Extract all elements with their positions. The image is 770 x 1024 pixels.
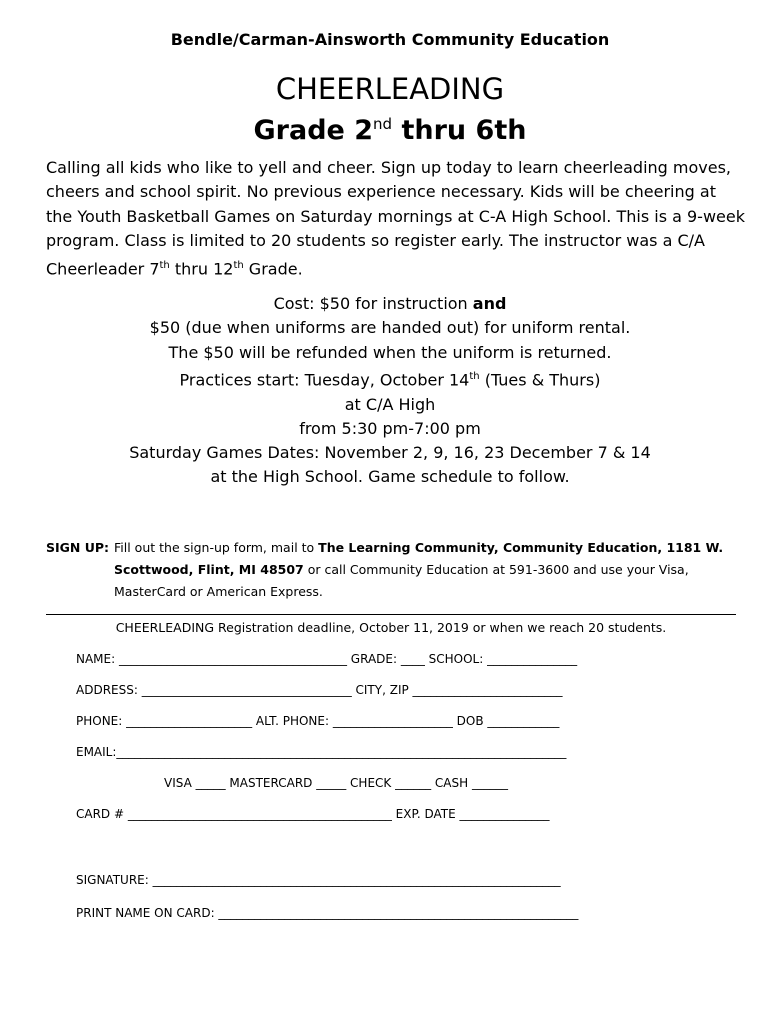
signup-text-a: Fill out the sign-up form, mail to (114, 540, 319, 555)
registration-deadline: CHEERLEADING Registration deadline, October 11, 2019 or when we reach 20 students. (115, 620, 667, 635)
form-row-name[interactable]: NAME: ______________________________________ GRADE: ____ SCHOOL: _______________ (76, 652, 578, 666)
signup-label: SIGN UP: (46, 540, 110, 555)
form-row-email[interactable]: EMAIL:___________________________________________________________________________ (76, 745, 567, 759)
mailing-address: The Learning Community, Community Education, 1181 W. Scottwood, Flint, MI 48507 (114, 540, 724, 577)
grade-range (0, 115, 770, 146)
cost-line (20, 292, 760, 316)
refund-line: The $50 will be refunded when the uniform is returned. (168, 342, 612, 362)
practice-days: (Tues & Thurs) (479, 370, 601, 390)
form-row-print-name[interactable]: PRINT NAME ON CARD: ____________________________________________________________ (76, 906, 579, 920)
intro-text-2: thru 12 (169, 258, 234, 278)
practice-suffix: th (469, 370, 480, 382)
games-line: Saturday Games Dates: November 2, 9, 16, 23 December 7 & 14 (129, 443, 651, 463)
intro-text: Calling all kids who like to yell and cheer. Sign up today to learn cheerleading moves, cheers and school spirit. No previous experience necessary. Kids will be cheering at the Youth Basketball Games on Saturday mornings at C-A High School. This is a 9-week program. Class is limited to 20 students so register early. The instructor was a C/A Cheerleader 7 (46, 158, 745, 278)
signup-text-c: or call Community Education at 591-3600 and use your Visa, MasterCard or American Express. (114, 562, 689, 599)
practice-line (20, 365, 760, 393)
program-details (20, 292, 760, 490)
form-row-phone[interactable]: PHONE: _____________________ ALT. PHONE: ____________________ DOB ____________ (76, 714, 560, 728)
games-location-line: at the High School. Game schedule to follow. (210, 467, 570, 487)
uniform-line: $50 (due when uniforms are handed out) for uniform rental. (149, 318, 631, 338)
form-row-payment-methods[interactable]: VISA _____ MASTERCARD _____ CHECK ______ CASH ______ (164, 776, 508, 790)
location-line: at C/A High (344, 394, 436, 414)
form-row-address[interactable]: ADDRESS: ___________________________________ CITY, ZIP _________________________ (76, 683, 563, 697)
intro-text-3: Grade. (243, 258, 303, 278)
page-title: CHEERLEADING (275, 72, 505, 106)
time-line: from 5:30 pm-7:00 pm (299, 418, 481, 438)
practice-text: Practices start: Tuesday, October 14 (179, 370, 470, 390)
intro-suffix-2: th (233, 259, 244, 271)
cost-and: and (472, 294, 507, 313)
cost-text: Cost: $50 for instruction (273, 294, 473, 313)
grade-range-start: Grade 2 (253, 115, 374, 146)
organization-name: Bendle/Carman-Ainsworth Community Education (170, 30, 610, 49)
form-row-card[interactable]: CARD # ____________________________________________ EXP. DATE _______________ (76, 807, 550, 821)
grade-range-end: thru 6th (392, 115, 527, 146)
signup-instructions (46, 537, 736, 603)
signup-text (114, 537, 736, 603)
divider (46, 614, 736, 615)
intro-paragraph (46, 156, 746, 281)
grade-suffix: nd (373, 115, 393, 133)
form-row-signature[interactable]: SIGNATURE: ____________________________________________________________________ (76, 873, 561, 887)
intro-suffix-1: th (159, 259, 170, 271)
